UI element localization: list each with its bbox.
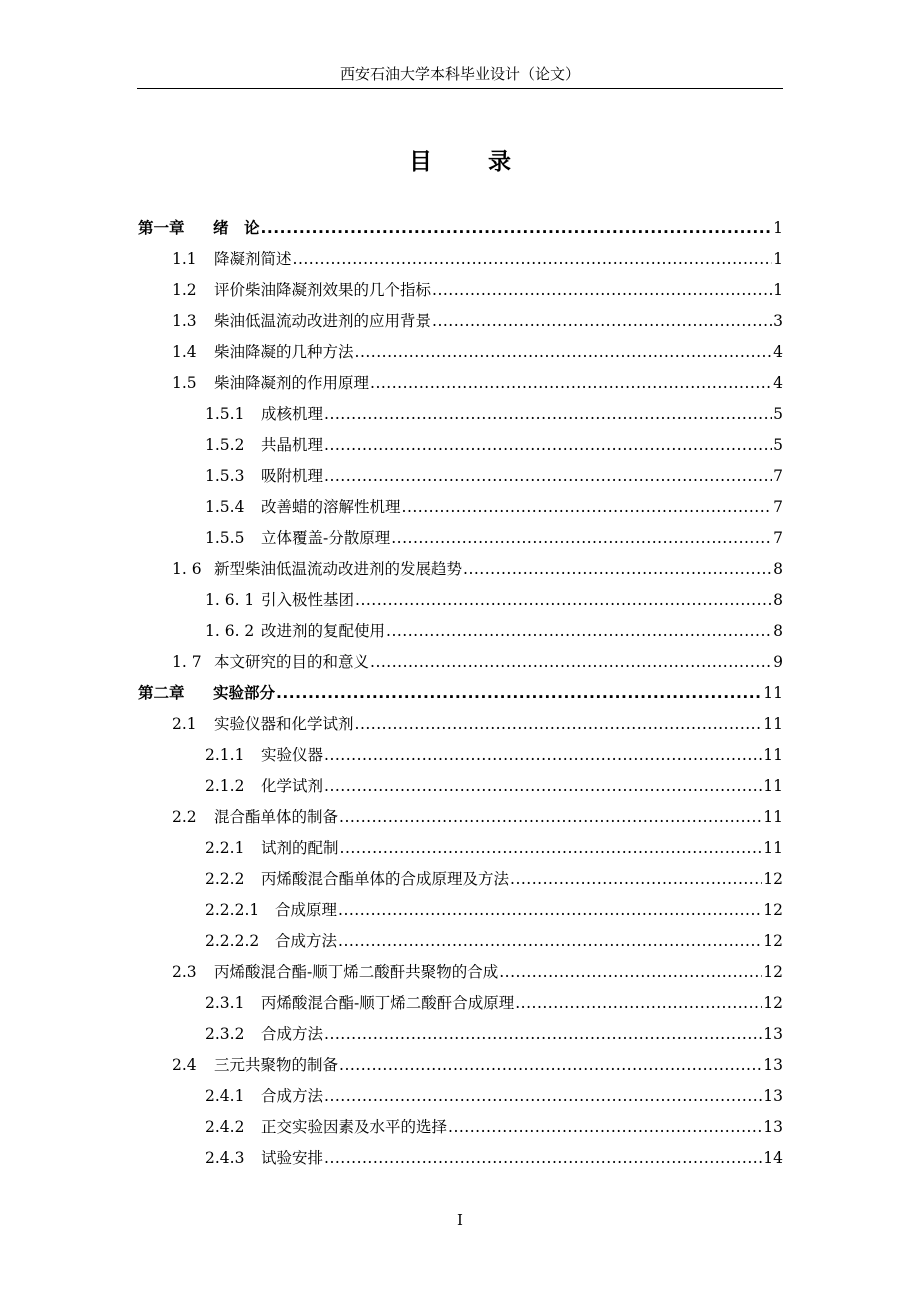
toc-entry-page: 11 — [763, 684, 783, 702]
toc-entry[interactable] — [138, 957, 783, 988]
toc-entry-number: 1. 6. 1 — [205, 591, 255, 609]
toc-entry-page: 7 — [773, 467, 783, 485]
toc-entry[interactable] — [138, 647, 783, 678]
toc-title: 目 录 — [408, 149, 535, 175]
toc-entry-number: 2.2.1 — [205, 839, 245, 857]
toc-dot-leader — [355, 337, 773, 368]
toc-dot-leader — [370, 368, 772, 399]
toc-entry-number: 2.4.2 — [205, 1118, 245, 1136]
toc-dot-leader — [261, 213, 773, 244]
toc-entry-page: 8 — [773, 560, 783, 578]
toc-entry-title: 柴油低温流动改进剂的应用背景 — [214, 312, 432, 330]
toc-entry-title: 合成方法 — [275, 932, 338, 950]
toc-entry-number: 1.5.2 — [205, 436, 245, 454]
toc-entry[interactable] — [138, 616, 783, 647]
toc-entry-number: 2.1.2 — [205, 777, 245, 795]
toc-entry[interactable] — [138, 275, 783, 306]
toc-entry-page: 12 — [763, 901, 783, 919]
toc-entry-number: 1. 6. 2 — [205, 622, 255, 640]
toc-entry[interactable] — [138, 585, 783, 616]
toc-dot-leader — [510, 864, 762, 895]
toc-entry-page: 13 — [763, 1118, 783, 1136]
toc-entry[interactable] — [138, 399, 783, 430]
toc-entry[interactable] — [138, 461, 783, 492]
toc-entry[interactable] — [138, 678, 783, 709]
toc-entry-number: 1.3 — [172, 312, 197, 330]
toc-entry-title: 共晶机理 — [261, 436, 324, 454]
toc-entry-number: 2.2 — [172, 808, 197, 826]
toc-dot-leader — [370, 647, 772, 678]
toc-entry-page: 5 — [773, 405, 783, 423]
toc-entry[interactable] — [138, 802, 783, 833]
toc-entry[interactable] — [138, 864, 783, 895]
toc-dot-leader — [339, 802, 762, 833]
toc-dot-leader — [386, 616, 772, 647]
toc-entry-page: 1 — [773, 219, 783, 237]
toc-entry-page: 5 — [773, 436, 783, 454]
toc-dot-leader — [338, 895, 762, 926]
toc-dot-leader — [324, 461, 772, 492]
toc-dot-leader — [293, 244, 773, 275]
toc-dot-leader — [324, 1081, 762, 1112]
toc-entry-number: 1. 7 — [172, 653, 202, 671]
toc-entry-number: 1.5.1 — [205, 405, 245, 423]
toc-entry-number: 1.1 — [172, 250, 197, 268]
toc-entry[interactable] — [138, 988, 783, 1019]
toc-entry-page: 1 — [773, 250, 783, 268]
toc-dot-leader — [276, 678, 762, 709]
toc-entry-number: 2.2.2 — [205, 870, 245, 888]
toc-entry-number: 第一章 — [138, 219, 185, 237]
toc-entry-title: 柴油降凝的几种方法 — [214, 343, 354, 361]
toc-entry-page: 8 — [773, 591, 783, 609]
toc-dot-leader — [402, 492, 773, 523]
toc-entry-number: 2.4.3 — [205, 1149, 245, 1167]
toc-entry-title: 引入极性基团 — [261, 591, 355, 609]
toc-entry-page: 4 — [773, 343, 783, 361]
toc-dot-leader — [324, 740, 762, 771]
toc-entry[interactable] — [138, 337, 783, 368]
toc-entry[interactable] — [138, 895, 783, 926]
toc-entry[interactable] — [138, 833, 783, 864]
toc-entry[interactable] — [138, 1050, 783, 1081]
toc-entry-title: 评价柴油降凝剂效果的几个指标 — [214, 281, 432, 299]
toc-entry-title: 混合酯单体的制备 — [214, 808, 339, 826]
toc-dot-leader — [515, 988, 762, 1019]
toc-entry[interactable] — [138, 1019, 783, 1050]
toc-dot-leader — [324, 771, 762, 802]
toc-entry[interactable] — [138, 926, 783, 957]
toc-entry[interactable] — [138, 1081, 783, 1112]
toc-entry-page: 3 — [773, 312, 783, 330]
toc-entry-title: 立体覆盖-分散原理 — [261, 529, 391, 547]
toc-dot-leader — [355, 585, 772, 616]
toc-entry-number: 1.2 — [172, 281, 197, 299]
toc-entry-number: 2.4 — [172, 1056, 197, 1074]
toc-entry[interactable] — [138, 213, 783, 244]
toc-dot-leader — [355, 709, 763, 740]
toc-entry[interactable] — [138, 771, 783, 802]
toc-entry-page: 4 — [773, 374, 783, 392]
toc-entry-number: 2.1 — [172, 715, 197, 733]
toc-entry-number: 2.1.1 — [205, 746, 245, 764]
toc-entry-title: 改进剂的复配使用 — [261, 622, 386, 640]
toc-entry-page: 13 — [763, 1025, 783, 1043]
toc-entry-title: 化学试剂 — [261, 777, 324, 795]
toc-entry-page: 11 — [763, 839, 783, 857]
toc-entry[interactable] — [138, 492, 783, 523]
toc-dot-leader — [391, 523, 772, 554]
toc-entry-number: 1.5 — [172, 374, 197, 392]
toc-entry-page: 12 — [763, 932, 783, 950]
toc-entry-number: 2.3 — [172, 963, 197, 981]
toc-entry-page: 8 — [773, 622, 783, 640]
toc-entry[interactable] — [138, 244, 783, 275]
toc-entry-title: 改善蜡的溶解性机理 — [261, 498, 401, 516]
toc-entry-title: 试剂的配制 — [261, 839, 339, 857]
toc-entry-page: 9 — [773, 653, 783, 671]
toc-dot-leader — [499, 957, 762, 988]
toc-entry-number: 1.4 — [172, 343, 197, 361]
toc-entry-number: 第二章 — [138, 684, 185, 702]
toc-entry-title: 成核机理 — [261, 405, 324, 423]
toc-dot-leader — [448, 1112, 762, 1143]
toc-entry[interactable] — [138, 740, 783, 771]
toc-entry[interactable] — [138, 523, 783, 554]
toc-entry-title: 丙烯酸混合酯-顺丁烯二酸酐合成原理 — [261, 994, 515, 1012]
toc-entry-title: 丙烯酸混合酯-顺丁烯二酸酐共聚物的合成 — [214, 963, 499, 981]
toc-dot-leader — [324, 1019, 762, 1050]
toc-dot-leader — [324, 1143, 762, 1174]
page-header: 西安石油大学本科毕业设计（论文） — [339, 65, 580, 83]
toc-entry-number: 1.5.4 — [205, 498, 245, 516]
toc-entry-number: 2.4.1 — [205, 1087, 245, 1105]
toc-entry-number: 1.5.3 — [205, 467, 245, 485]
toc-entry[interactable] — [138, 430, 783, 461]
toc-entry-number: 2.2.2.2 — [205, 932, 260, 950]
toc-dot-leader — [432, 306, 772, 337]
toc-entry-page: 13 — [763, 1056, 783, 1074]
toc-entry[interactable] — [138, 1143, 783, 1174]
toc-entry-number: 1.5.5 — [205, 529, 245, 547]
toc-entry-page: 1 — [773, 281, 783, 299]
toc-entry[interactable] — [138, 1112, 783, 1143]
toc-entry[interactable] — [138, 306, 783, 337]
toc-dot-leader — [432, 275, 772, 306]
toc-entry-page: 7 — [773, 529, 783, 547]
toc-entry-title: 新型柴油低温流动改进剂的发展趋势 — [214, 560, 463, 578]
toc-entry-number: 1. 6 — [172, 560, 202, 578]
toc-entry-title: 本文研究的目的和意义 — [214, 653, 370, 671]
toc-entry-page: 11 — [763, 715, 783, 733]
toc-entry-title: 丙烯酸混合酯单体的合成原理及方法 — [261, 870, 510, 888]
toc-entry-page: 7 — [773, 498, 783, 516]
toc-dot-leader — [324, 430, 772, 461]
toc-entry-page: 12 — [763, 994, 783, 1012]
toc-entry-page: 14 — [763, 1149, 783, 1167]
toc-entry-title: 三元共聚物的制备 — [214, 1056, 339, 1074]
table-of-contents — [138, 213, 783, 1174]
toc-entry-page: 12 — [763, 870, 783, 888]
toc-entry[interactable] — [138, 554, 783, 585]
toc-entry-page: 12 — [763, 963, 783, 981]
toc-entry-title: 实验部分 — [213, 684, 276, 702]
toc-entry[interactable] — [138, 368, 783, 399]
toc-entry-number: 2.3.2 — [205, 1025, 245, 1043]
toc-entry-title: 合成方法 — [261, 1087, 324, 1105]
toc-entry-title: 合成方法 — [261, 1025, 324, 1043]
toc-entry-page: 11 — [763, 746, 783, 764]
toc-dot-leader — [324, 399, 772, 430]
toc-entry-title: 正交实验因素及水平的选择 — [261, 1118, 448, 1136]
toc-dot-leader — [340, 833, 763, 864]
toc-entry-page: 11 — [763, 777, 783, 795]
toc-entry-title: 降凝剂简述 — [214, 250, 292, 268]
toc-dot-leader — [463, 554, 772, 585]
toc-dot-leader — [339, 1050, 762, 1081]
header-rule — [137, 88, 783, 89]
toc-entry-title: 柴油降凝剂的作用原理 — [214, 374, 370, 392]
toc-entry-page: 13 — [763, 1087, 783, 1105]
toc-entry-title: 绪 论 — [213, 219, 260, 237]
toc-entry-number: 2.2.2.1 — [205, 901, 260, 919]
toc-entry-title: 吸附机理 — [261, 467, 324, 485]
toc-entry[interactable] — [138, 709, 783, 740]
toc-entry-title: 试验安排 — [261, 1149, 324, 1167]
toc-entry-number: 2.3.1 — [205, 994, 245, 1012]
page-number: I — [457, 1211, 463, 1229]
toc-dot-leader — [338, 926, 762, 957]
toc-entry-title: 实验仪器 — [261, 746, 324, 764]
toc-entry-page: 11 — [763, 808, 783, 826]
toc-entry-title: 合成原理 — [275, 901, 338, 919]
toc-entry-title: 实验仪器和化学试剂 — [214, 715, 354, 733]
